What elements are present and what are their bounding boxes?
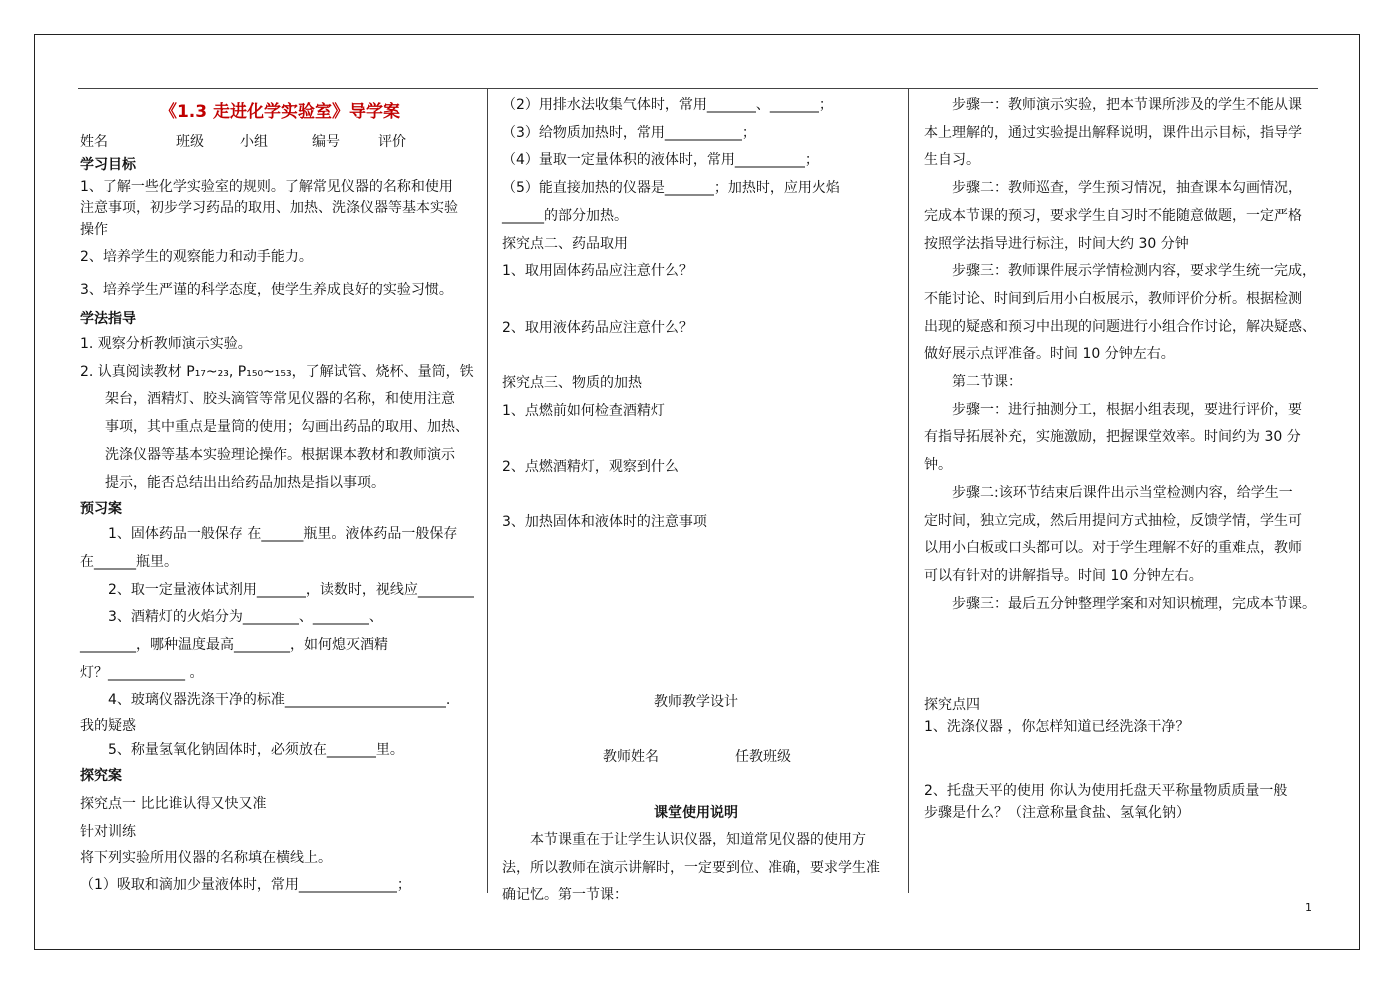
point3-question: 1、点燃前如何检查酒精灯 <box>502 402 665 419</box>
method-line: 提示，能否总结出出给药品加热是指以事项。 <box>105 474 385 491</box>
step-line: 步骤二：教师巡查，学生预习情况，抽查课本勾画情况， <box>952 180 1302 197</box>
step-line: 出现的疑惑和预习中出现的问题进行小组合作讨论，解决疑惑、 <box>924 318 1316 335</box>
column-2 <box>502 92 902 910</box>
method-line: 1. 观察分析教师演示实验。 <box>80 336 252 352</box>
doubts-label: 我的疑惑 <box>80 718 136 735</box>
column-3 <box>924 92 1324 824</box>
info-evaluation: 评价 <box>378 134 406 150</box>
point4-heading: 探究点四 <box>924 697 980 714</box>
preview-line: 3、酒精灯的火焰分为________、________、 <box>108 609 383 626</box>
point2-question: 2、取用液体药品应注意什么？ <box>502 319 693 336</box>
step-line: 步骤一：教师演示实验，把本节课所涉及的学生不能从课 <box>952 97 1302 113</box>
method-line: 洗涤仪器等基本实验理论操作。根据课本教材和教师演示 <box>105 446 455 463</box>
usage-line: 本节课重在于让学生认识仪器，知道常见仪器的使用方 <box>530 831 866 848</box>
fill-line: ______的部分加热。 <box>502 207 628 224</box>
document-title: 《1.3 走进化学实验室》导学案 <box>159 102 401 122</box>
teacher-class-label: 任教班级 <box>735 748 791 765</box>
step-line: 做好展示点评准备。时间 10 分钟左右。 <box>924 346 1175 363</box>
point3-question: 2、点燃酒精灯，观察到什么 <box>502 458 679 475</box>
top-rule <box>78 88 1318 89</box>
usage-line: 确记忆。第一节课： <box>502 887 628 904</box>
fill-line: （2）用排水法收集气体时，常用_______、_______； <box>502 97 833 113</box>
step-line: 有指导拓展补充，实施激励，把握课堂效率。时间约为 30 分 <box>924 429 1301 446</box>
step-line: 以用小白板或口头都可以。对于学生理解不好的重难点，教师 <box>924 540 1302 557</box>
step-line: 可以有针对的讲解指导。时间 10 分钟左右。 <box>924 567 1203 584</box>
second-lesson-label: 第二节课： <box>952 374 1022 391</box>
explore-line: 针对训练 <box>80 824 136 841</box>
info-class: 班级 <box>176 134 204 150</box>
info-row <box>80 129 480 155</box>
step-line: 生自习。 <box>924 152 980 169</box>
step-line: 步骤三：最后五分钟整理学案和对知识梳理，完成本节课。 <box>952 595 1316 612</box>
teacher-design-label: 教师教学设计 <box>654 693 738 710</box>
info-number: 编号 <box>312 134 340 150</box>
step-line: 步骤二:该环节结束后课件出示当堂检测内容，给学生一 <box>952 484 1293 501</box>
method-line: 2. 认真阅读教材 P₁₇~₂₃, P₁₅₀~₁₅₃，了解试管、烧杯、量筒，铁 <box>80 363 474 380</box>
preview-line: 4、玻璃仪器洗涤干净的标准_______________________. <box>108 692 451 709</box>
objective-line: 3、培养学生严谨的科学态度，使学生养成良好的实验习惯。 <box>80 282 453 298</box>
objective-line: 1、了解一些化学实验室的规则。了解常见仪器的名称和使用 <box>80 178 453 195</box>
explore-line: 将下列实验所用仪器的名称填在横线上。 <box>80 850 332 867</box>
explore-line: 探究点一 比比谁认得又快又准 <box>80 796 267 813</box>
column-1 <box>80 95 480 899</box>
point2-heading: 探究点二、药品取用 <box>502 235 628 252</box>
method-line: 架台，酒精灯、胶头滴管等常见仪器的名称，和使用注意 <box>105 391 455 408</box>
preview-line: 灯？___________ 。 <box>80 664 204 681</box>
step-line: 定时间，独立完成，然后用提问方式抽检，反馈学情，学生可 <box>924 512 1302 529</box>
teacher-info-row <box>502 743 902 771</box>
explore-line: （1）吸取和滴加少量液体时，常用______________； <box>80 877 411 894</box>
usage-heading: 课堂使用说明 <box>654 804 738 821</box>
step-line: 按照学法指导进行标注，时间大约 30 分钟 <box>924 235 1189 252</box>
method-heading: 学法指导 <box>80 311 136 327</box>
fill-line: （4）量取一定量体积的液体时，常用__________； <box>502 152 819 169</box>
step-line: 本上理解的，通过实验提出解释说明，课件出示目标，指导学 <box>924 124 1302 141</box>
step-line: 步骤一：进行抽测分工，根据小组表现，要进行评价，要 <box>952 401 1302 418</box>
info-group: 小组 <box>240 134 268 150</box>
preview-heading: 预习案 <box>80 501 122 518</box>
step-line: 步骤三：教师课件展示学情检测内容，要求学生统一完成， <box>952 263 1316 280</box>
point4-question: 2、托盘天平的使用 你认为使用托盘天平称量物质质量一般 <box>924 783 1288 800</box>
point2-question: 1、取用固体药品应注意什么？ <box>502 263 693 280</box>
preview-line: ________，哪种温度最高________，如何熄灭酒精 <box>80 637 388 654</box>
step-line: 钟。 <box>924 457 952 474</box>
info-name: 姓名 <box>80 134 108 150</box>
preview-line: 在______瓶里。 <box>80 553 178 570</box>
explore-heading: 探究案 <box>80 768 122 785</box>
point3-heading: 探究点三、物质的加热 <box>502 374 642 391</box>
step-line: 完成本节课的预习，要求学生自习时不能随意做题，一定严格 <box>924 207 1302 224</box>
step-line: 不能讨论、时间到后用小白板展示，教师评价分析。根据检测 <box>924 290 1302 307</box>
page-number: 1 <box>1305 901 1312 914</box>
point4-question: 步骤是什么？（注意称量食盐、氢氧化钠） <box>924 805 1190 822</box>
method-line: 事项，其中重点是量筒的使用；勾画出药品的取用、加热、 <box>105 419 469 436</box>
preview-line: 5、称量氢氧化钠固体时，必须放在_______里。 <box>108 742 404 759</box>
usage-line: 法，所以教师在演示讲解时，一定要到位、准确，要求学生准 <box>502 859 880 876</box>
preview-line: 2、取一定量液体试剂用_______，读数时，视线应________ <box>108 581 474 598</box>
column-divider-2 <box>908 88 909 893</box>
objective-line: 2、培养学生的观察能力和动手能力。 <box>80 249 313 265</box>
objective-line: 注意事项，初步学习药品的取用、加热、洗涤仪器等基本实验 <box>80 200 458 216</box>
objective-line: 操作 <box>80 221 108 238</box>
column-divider-1 <box>487 88 488 893</box>
point4-question: 1、洗涤仪器 ，你怎样知道已经洗涤干净？ <box>924 719 1190 736</box>
preview-line: 1、固体药品一般保存 在______瓶里。液体药品一般保存 <box>108 526 458 543</box>
fill-line: （3）给物质加热时，常用___________； <box>502 124 756 141</box>
fill-line: （5）能直接加热的仪器是_______；加热时，应用火焰 <box>502 180 840 197</box>
point3-question: 3、加热固体和液体时的注意事项 <box>502 513 707 530</box>
objectives-heading: 学习目标 <box>80 157 136 173</box>
teacher-name-label: 教师姓名 <box>603 748 659 765</box>
